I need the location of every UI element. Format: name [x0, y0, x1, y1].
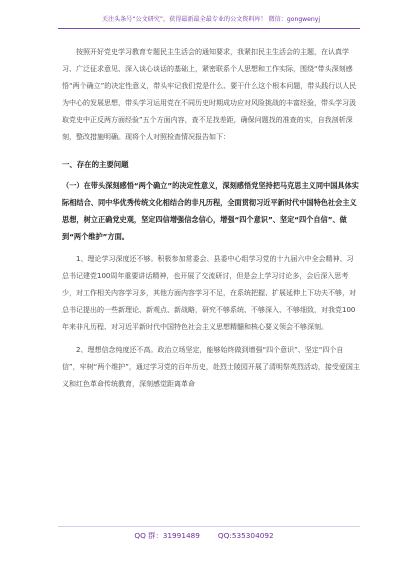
intro-paragraph: 按照开好党史学习教育专题民主生活会的通知要求，我紧扣民主生活会的主题，在认真学习、广泛征求意见、深入谈心谈话的基础上，紧密联系个人思想和工作实际，围绕“带头深刻感悟“两个确立”的决定性意义，带头牢记我们党是什么、要干什么这个根本问题，带头践行以人民为中心的发展思想，带头学习运用党在不同历史时期成功应对风险挑战的丰富经验，带头学习汲取党史中正反两方面经验”五个方面内容，查不足找差距，确保问题找的准查的实，自我剖析深刻，整改措施明确。现将个人对照检查情况报告如下： — [62, 48, 357, 141]
subsection-heading-1: （一）在带头深刻感悟“两个确立”的决定性意义，深刻感悟党坚持把马克思主义同中国具体实际相结合、同中华优秀传统文化相结合的非凡历程，全面贯彻习近平新时代中国特色社会主义思想，树立正确党史观，坚定四信增强信念信心，增强“四个意识”、坚定“四个自信”、做到“两个维护”方面。 — [62, 181, 359, 241]
footer — [0, 531, 408, 541]
footer-qq-group: QQ 群：31991489 — [134, 531, 200, 540]
footer-divider — [58, 526, 360, 527]
issue-paragraph-1: 1、理论学习深度还不够。积极参加常委会、县委中心组学习党的十九届六中全会精神、习总书记建党100周年重要讲话精神，也开展了交流研讨，但是会上学习讨论多，会后深入思考少，对工作相关内容学习多，其他方面内容学习不足，在系统把握、扩展延伸上下功夫不够，对总书记提出的一些新理论、新观点、新战略，研究不够系统、不够深入、不够细致，对我党100年来非凡历程、对习近平新时代中国特色社会主义思想精髓和核心要义领会不够深刻。 — [62, 255, 356, 331]
header-divider — [58, 28, 360, 29]
footer-qq-contact: QQ:535304092 — [217, 531, 274, 540]
document-body — [62, 44, 360, 393]
issue-paragraph-2: 2、理想信念纯度还不高。政治立场坚定，能够始终做到增强“四个意识”、坚定“四个自信”，牢树“两个维护”，通过学习党的百年历史，赴烈士陵园开展了清明祭英烈活动，接受爱国主义和红色革命传统教育，深刻感觉距离革命 — [62, 346, 360, 388]
header-banner: 关注头条号“公文研究”，获得最新最全最专业的公文资料库！ 微信：gongwenyj — [101, 16, 321, 23]
section-heading-1: 一、存在的主要问题 — [62, 160, 129, 169]
